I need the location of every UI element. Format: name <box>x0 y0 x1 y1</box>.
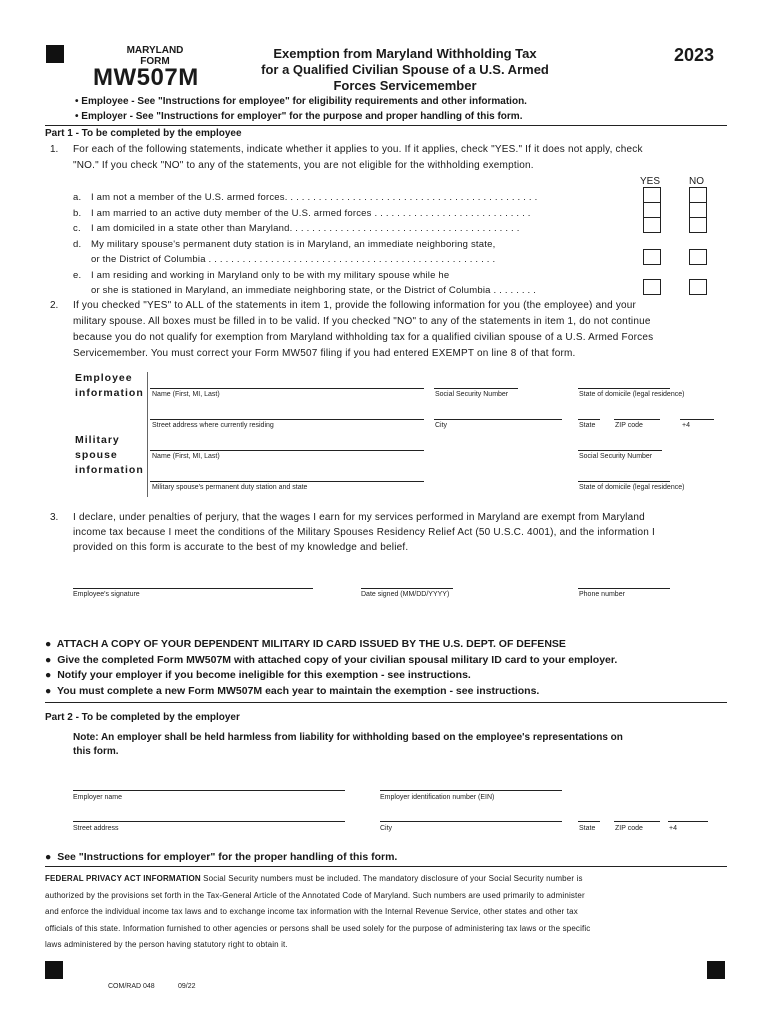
ein-field[interactable] <box>380 790 562 791</box>
employer-state-field[interactable] <box>578 821 600 822</box>
employer-zip-field[interactable] <box>614 821 660 822</box>
statement-c: c. I am domiciled in a state other than Maryland. . . . . . . . . . . . . . . . . . . . . . . . . . . . . . . . . . . . . . . . . <box>73 223 520 234</box>
employer-zip4-field[interactable] <box>668 821 708 822</box>
no-column-header: NO <box>689 176 704 187</box>
item3-number: 3. <box>50 512 59 523</box>
duty-station-label: Military spouse's permanent duty station and state <box>152 484 308 491</box>
employee-info-label <box>75 371 144 401</box>
revision-date: 09/22 <box>178 983 196 990</box>
date-signed-field[interactable] <box>361 588 453 589</box>
state-label: MARYLAND <box>126 45 184 56</box>
employee-city-label: City <box>435 422 448 429</box>
spouse-ssn-label: Social Security Number <box>579 453 653 460</box>
label-line: Military <box>75 434 120 446</box>
employee-street-label: Street address where currently residing <box>152 422 274 429</box>
privacy-notice <box>45 871 727 954</box>
employee-zip-field[interactable] <box>614 419 660 420</box>
notice-employee: • Employee - See "Instructions for employee" for eligibility requirements and other information. <box>75 96 527 107</box>
note-line: Note: An employer shall be held harmless from liability for withholding based on the employee's representations on <box>73 732 623 743</box>
date-signed-label: Date signed (MM/DD/YYYY) <box>361 591 450 598</box>
employee-street-field[interactable] <box>150 419 424 420</box>
item2-instructions <box>73 298 733 362</box>
checkbox-c-no[interactable] <box>689 217 707 233</box>
label-line: information <box>75 464 144 476</box>
declaration <box>73 510 733 555</box>
label-line: information <box>75 387 144 399</box>
employee-name-label: Name (First, MI, Last) <box>152 391 220 398</box>
employer-name-field[interactable] <box>73 790 345 791</box>
form-title <box>225 46 585 94</box>
spouse-domicile-label: State of domicile (legal residence) <box>579 484 685 491</box>
employer-city-label: City <box>380 825 393 832</box>
employee-domicile-label: State of domicile (legal residence) <box>579 391 685 398</box>
privacy-first-line: FEDERAL PRIVACY ACT INFORMATION Social Security numbers must be included. The mandatory disclosure of your Social Security number is <box>45 874 583 883</box>
checkbox-c-yes[interactable] <box>643 217 661 233</box>
employer-instructions-text: See "Instructions for employer" for the proper handling of this form. <box>57 851 398 863</box>
title-line-1: Exemption from Maryland Withholding Tax <box>273 46 537 61</box>
employee-zip4-field[interactable] <box>680 419 714 420</box>
form-code: COM/RAD 048 <box>108 983 155 990</box>
employee-domicile-field[interactable] <box>578 388 670 389</box>
registration-mark-bottom-right <box>707 961 725 979</box>
registration-mark-top-left <box>46 45 64 63</box>
label-line: Employee <box>75 372 133 384</box>
employer-city-field[interactable] <box>380 821 562 822</box>
statement-d-cont: or the District of Columbia . . . . . . . . . . . . . . . . . . . . . . . . . . . . . . . . . . . . . . . . . . . . . . . . . . . <box>91 254 496 265</box>
statement-d: d. My military spouse's permanent duty station is in Maryland, an immediate neighboring state, <box>73 238 496 250</box>
checkbox-e-yes[interactable] <box>643 279 661 295</box>
item2-line: Servicemember. You must correct your Form MW507 filing if you had entered EXEMPT on line 8 of that form. <box>73 348 576 359</box>
notice-employer: • Employer - See "Instructions for employer" for the purpose and proper handling of this form. <box>75 111 523 122</box>
item2-line: If you checked "YES" to ALL of the statements in item 1, provide the following information for you (the employee) and your <box>73 300 637 311</box>
privacy-line: authorized by the provisions set forth in the Tax-General Article of the Annotated Code of Maryland. Such numbers are used primarily to administer <box>45 890 585 900</box>
item1-line: "NO." If you check "NO" to any of the statements, you are not eligible for the withholding exemption. <box>73 160 534 171</box>
bullet-item: ● ATTACH A COPY OF YOUR DEPENDENT MILITARY ID CARD ISSUED BY THE U.S. DEPT. OF DEFENSE <box>45 638 566 650</box>
checkbox-a-yes[interactable] <box>643 187 661 203</box>
form-word: FORM <box>140 56 170 67</box>
phone-field[interactable] <box>578 588 670 589</box>
yes-column-header: YES <box>640 176 661 187</box>
employer-zip4-label: +4 <box>669 825 677 832</box>
spouse-name-label: Name (First, MI, Last) <box>152 453 220 460</box>
divider <box>45 125 727 126</box>
spouse-ssn-field[interactable] <box>578 450 662 451</box>
title-line-2: for a Qualified Civilian Spouse of a U.S. Armed <box>261 62 549 77</box>
statement-e: e. I am residing and working in Maryland only to be with my military spouse while he <box>73 269 450 281</box>
employer-name-label: Employer name <box>73 794 123 801</box>
title-line-3: Forces Servicemember <box>333 78 477 93</box>
employer-zip-label: ZIP code <box>615 825 643 832</box>
employer-note <box>73 731 733 759</box>
checkbox-e-no[interactable] <box>689 279 707 295</box>
form-number: MW507M <box>93 64 199 91</box>
item1-instructions <box>73 142 733 174</box>
employer-instructions-bullet: ● See "Instructions for employer" for the proper handling of this form. <box>45 851 398 863</box>
checkbox-b-no[interactable] <box>689 202 707 218</box>
checkbox-d-yes[interactable] <box>643 249 661 265</box>
checkbox-d-no[interactable] <box>689 249 707 265</box>
employee-zip4-label: +4 <box>682 422 690 429</box>
bullet-item: ● You must complete a new Form MW507M each year to maintain the exemption - see instructions. <box>45 684 540 697</box>
item2-number: 2. <box>50 300 59 311</box>
info-bracket <box>147 372 148 497</box>
bullet-list <box>45 637 617 699</box>
privacy-line: officials of this state. Information furnished to other agencies or persons shall be used solely for the purpose of administering tax laws or the specific <box>45 923 591 933</box>
signature-label: Employee's signature <box>73 591 140 598</box>
registration-mark-bottom-left <box>45 961 63 979</box>
bullet-item: ● Give the completed Form MW507M with attached copy of your civilian spousal military ID card to your employer. <box>45 653 618 666</box>
signature-field[interactable] <box>73 588 313 589</box>
employer-street-label: Street address <box>73 825 119 832</box>
statements-list <box>73 190 633 299</box>
part2-heading: Part 2 - To be completed by the employer <box>45 712 240 723</box>
employee-city-field[interactable] <box>434 419 562 420</box>
employee-name-field[interactable] <box>150 388 424 389</box>
divider <box>45 702 727 703</box>
employer-state-label: State <box>579 825 596 832</box>
declaration-line: income tax because I meet the conditions of the Military Spouses Residency Relief Act (50 U.S.C. 4001), and the information I <box>73 527 655 538</box>
employee-ssn-field[interactable] <box>434 388 518 389</box>
item1-line: For each of the following statements, indicate whether it applies to you. If it applies, check "YES." If it does not apply, check <box>73 144 643 155</box>
privacy-line: laws administered by the person having statutory right to obtain it. <box>45 940 288 949</box>
privacy-line: and enforce the individual income tax laws and to exchange income tax information with the Internal Revenue Service, other states and other tax <box>45 907 578 916</box>
note-line: this form. <box>73 746 119 757</box>
item1-number: 1. <box>50 144 59 155</box>
label-line: spouse <box>75 449 118 461</box>
employer-street-field[interactable] <box>73 821 345 822</box>
duty-station-field[interactable] <box>150 481 424 482</box>
checkbox-b-yes[interactable] <box>643 202 661 218</box>
employee-ssn-label: Social Security Number <box>435 391 509 398</box>
statement-a: a. I am not a member of the U.S. armed forces. . . . . . . . . . . . . . . . . . . . . . . . . . . . . . . . . . . . . . . . . . . . . <box>73 192 538 203</box>
statement-b: b. I am married to an active duty member of the U.S. armed forces . . . . . . . . . . . . . . . . . . . . . . . . . . . . <box>73 207 531 219</box>
bullet-item: ● Notify your employer if you become ineligible for this exemption - see instructions. <box>45 669 471 681</box>
spouse-info-label <box>75 433 144 478</box>
privacy-heading: FEDERAL PRIVACY ACT INFORMATION <box>45 874 201 883</box>
statement-e-cont: or she is stationed in Maryland, an immediate neighboring state, or the District of Columbia . . . . . . . . <box>91 285 537 296</box>
employee-state-label: State <box>579 422 596 429</box>
part1-heading: Part 1 - To be completed by the employee <box>45 128 242 139</box>
tax-year: 2023 <box>674 45 715 65</box>
ein-label: Employer identification number (EIN) <box>380 794 495 801</box>
declaration-line: I declare, under penalties of perjury, that the wages I earn for my services performed in Maryland are exempt from Maryland <box>73 512 645 523</box>
divider <box>45 866 727 867</box>
item2-line: because you do not qualify for exemption from Maryland withholding tax for a qualified civilian spouse of a U.S. Armed Forces <box>73 332 654 343</box>
checkbox-a-no[interactable] <box>689 187 707 203</box>
spouse-name-field[interactable] <box>150 450 424 451</box>
item2-line: military spouse. All boxes must be filled in to be valid. If you checked "NO" to any of the statements in item 1, do not continue <box>73 316 651 327</box>
employee-zip-label: ZIP code <box>615 422 643 429</box>
spouse-domicile-field[interactable] <box>578 481 670 482</box>
phone-label: Phone number <box>579 591 625 598</box>
declaration-line: provided on this form is accurate to the best of my knowledge and belief. <box>73 542 409 553</box>
employee-state-field[interactable] <box>578 419 600 420</box>
